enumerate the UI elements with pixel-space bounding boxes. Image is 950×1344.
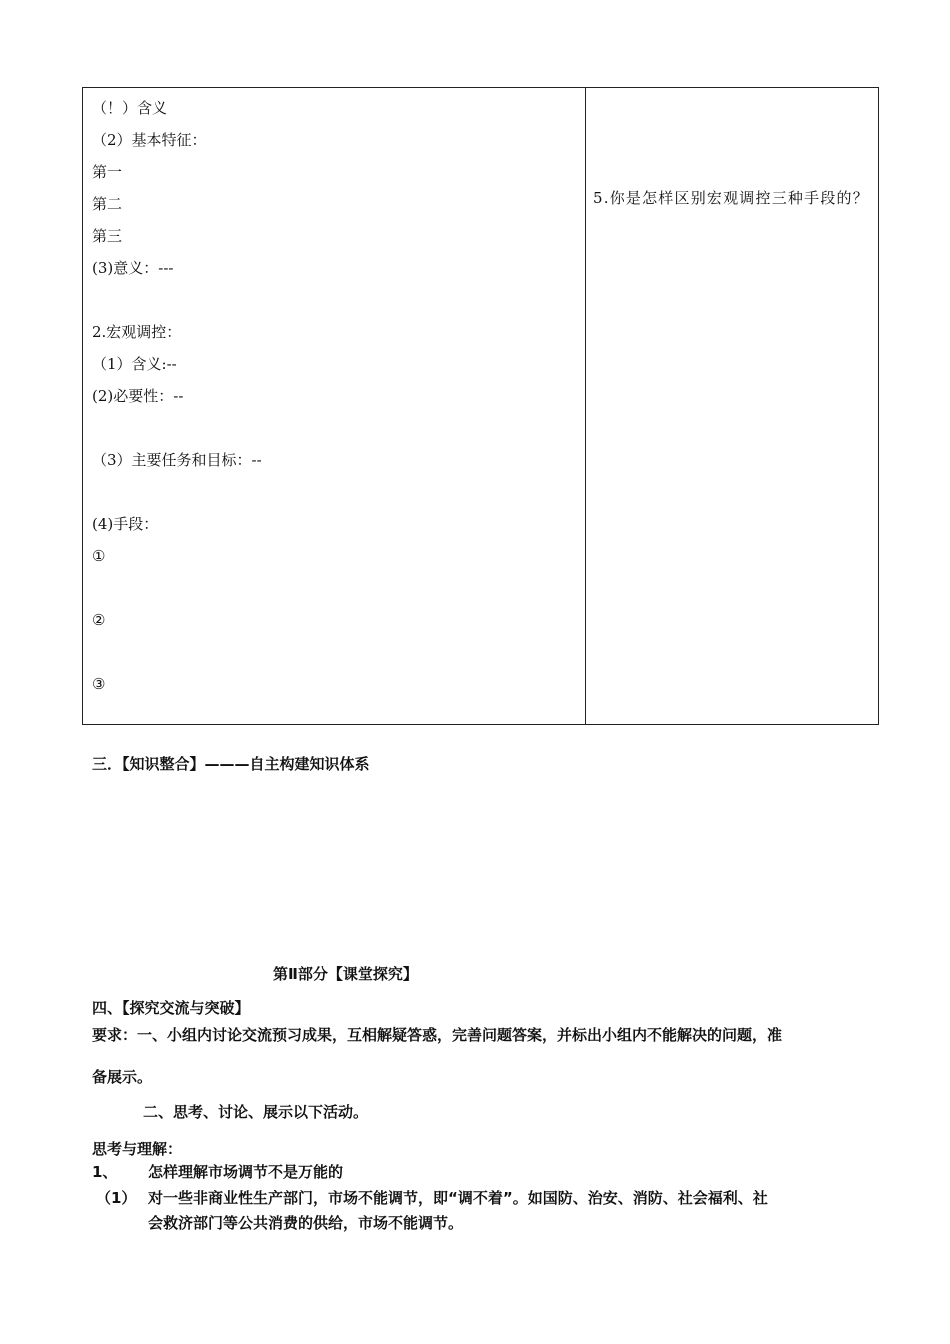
table-line-second: 第二 bbox=[92, 195, 123, 213]
requirement-line-2: 备展示。 bbox=[92, 1068, 153, 1086]
table-right-question: 5.你是怎样区别宏观调控三种手段的？ bbox=[593, 189, 869, 207]
table-line-tasks-goals: （3）主要任务和目标：-- bbox=[92, 451, 262, 469]
table-line-circled-1: ① bbox=[92, 547, 106, 565]
table-line-significance: (3)意义：--- bbox=[92, 259, 174, 277]
sub1-number: （1） bbox=[96, 1189, 137, 1207]
think-heading: 思考与理解： bbox=[92, 1140, 183, 1158]
section4-heading: 四、【探究交流与突破】 bbox=[92, 999, 250, 1017]
sub1-line-1: 对一些非商业性生产部门，市场不能调节，即“调不着”。如国防、治安、消防、社会福利、社 bbox=[148, 1189, 768, 1207]
table-line-third: 第三 bbox=[92, 227, 123, 245]
table-line-circled-3: ③ bbox=[92, 675, 106, 693]
table-line-meaning: （！）含义 bbox=[92, 99, 168, 117]
item1-number: 1、 bbox=[92, 1163, 118, 1181]
table-line-first: 第一 bbox=[92, 163, 123, 181]
table-column-divider bbox=[585, 88, 586, 724]
activity-line: 二、思考、讨论、展示以下活动。 bbox=[143, 1103, 369, 1121]
sub1-line-2: 会救济部门等公共消费的供给，市场不能调节。 bbox=[148, 1214, 464, 1232]
requirement-line-1: 要求：一、小组内讨论交流预习成果，互相解疑答惑，完善问题答案，并标出小组内不能解决的问题，准 bbox=[92, 1026, 783, 1044]
table-line-means: (4)手段： bbox=[92, 515, 159, 533]
item1-text: 怎样理解市场调节不是万能的 bbox=[148, 1163, 344, 1181]
table-line-macro-meaning: （1）含义:-- bbox=[92, 355, 177, 373]
table-line-circled-2: ② bbox=[92, 611, 106, 629]
section3-heading: 三．【知识整合】———自主构建知识体系 bbox=[92, 755, 370, 773]
table-line-macro-control: 2.宏观调控： bbox=[92, 323, 182, 341]
worksheet-table bbox=[82, 87, 879, 725]
part2-heading: 第Ⅱ部分【课堂探究】 bbox=[273, 965, 418, 983]
table-line-basic-features: （2）基本特征： bbox=[92, 131, 207, 149]
table-line-necessity: (2)必要性：-- bbox=[92, 387, 184, 405]
